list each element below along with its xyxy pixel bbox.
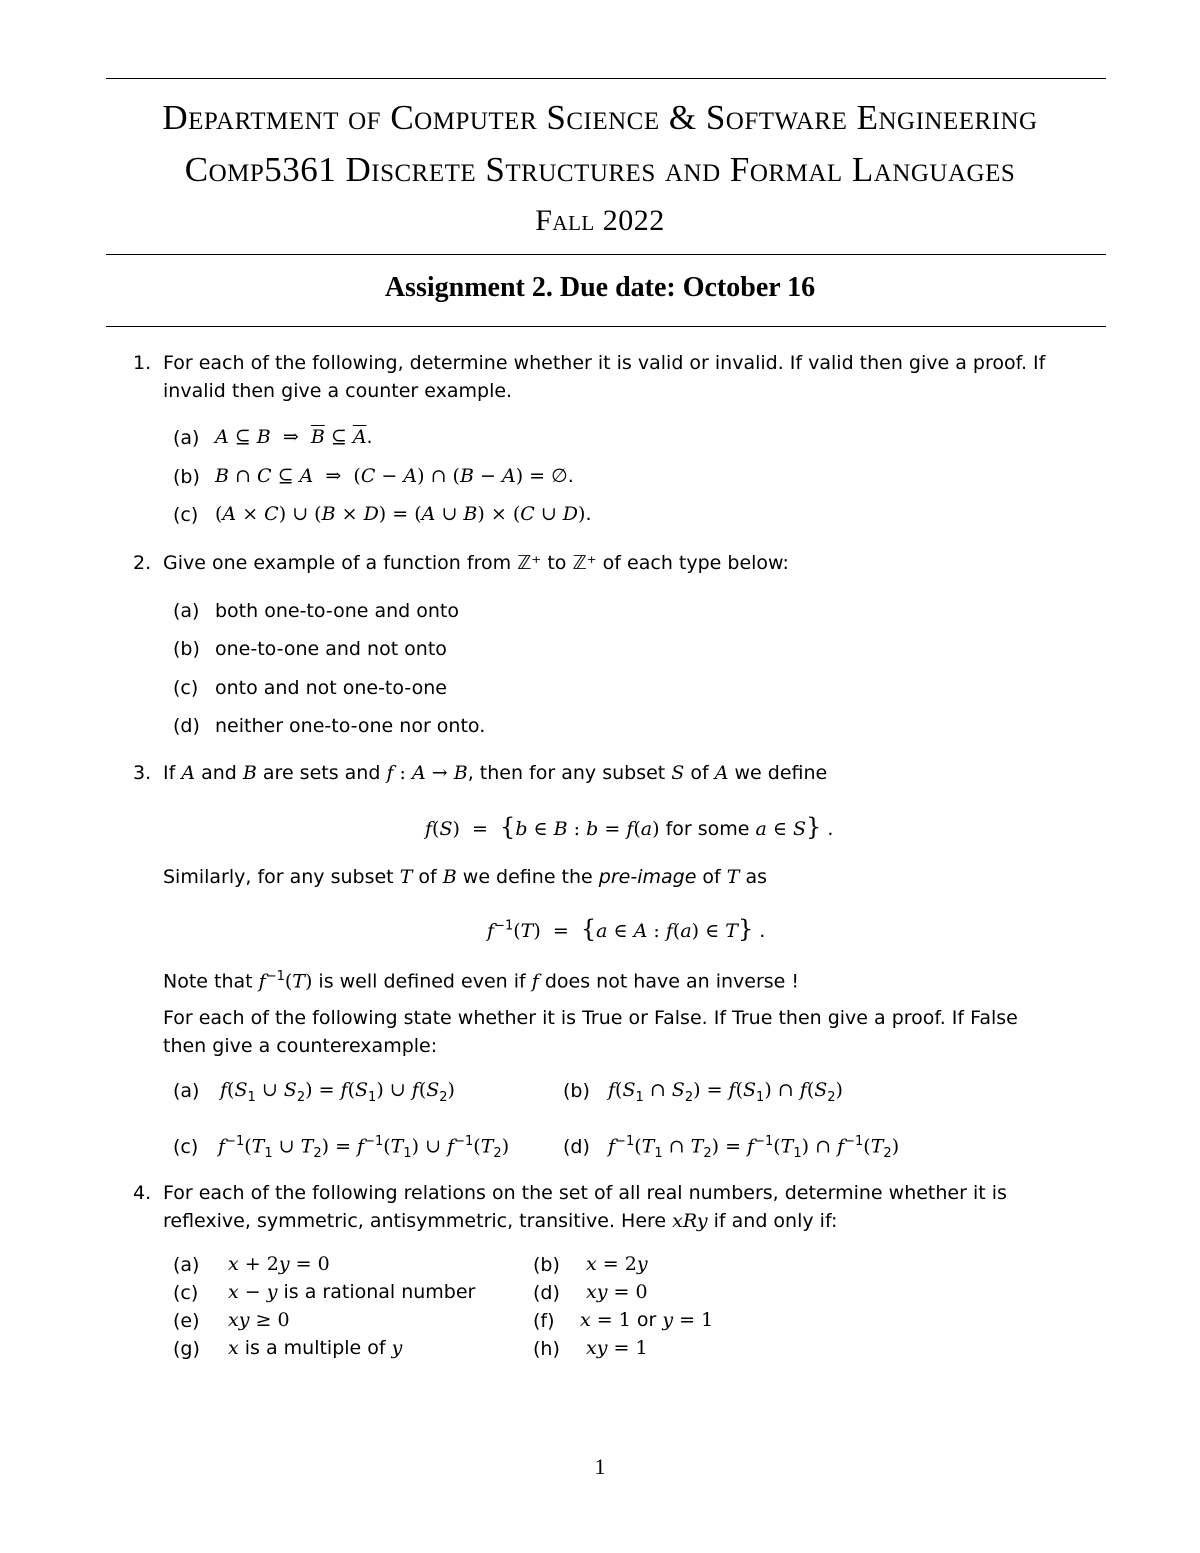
q4-text-line1: For each of the following relations on the set of all real numbers, determine whether it is	[163, 1182, 1007, 1204]
page-number: 1	[594, 1454, 606, 1479]
q4d-relation: xy = 0	[586, 1281, 648, 1303]
q2b-text: one-to-one and not onto	[215, 638, 447, 660]
q4h-label: (h)	[533, 1338, 560, 1360]
q3-note: Note that $f^{-1}(T)$ is well defined even if f does not have an inverse !	[163, 969, 799, 993]
image-definition: f(S) = {b ∈ B : b = f(a) for some a ∈ S} .	[425, 813, 834, 841]
preimage-definition: $f^{-1}(T) = \{a$ ∈ A : f(a) ∈ T} .	[487, 915, 766, 943]
q3a-label: (a)	[173, 1080, 200, 1102]
q3c-label: (c)	[173, 1136, 199, 1158]
q4c-label: (c)	[173, 1282, 199, 1304]
q3b-label: (b)	[563, 1080, 590, 1102]
q2a-text: both one-to-one and onto	[215, 600, 459, 622]
q3d-label: (d)	[563, 1136, 590, 1158]
q2-intro: Give one example of a function from ℤ⁺ to ℤ⁺ of each type below:	[163, 552, 789, 574]
q1c-formula: (A × C) ∪ (B × D) = (A ∪ B) × (C ∪ D).	[215, 503, 592, 525]
q2b-label: (b)	[173, 638, 200, 660]
q4f-relation: x = 1 or y = 1	[580, 1309, 714, 1331]
q1a-label: (a)	[173, 427, 200, 449]
assignment-rule	[106, 326, 1106, 327]
q3-instructions-line1: For each of the following state whether it is True or False. If True then give a proof. If False	[163, 1007, 1018, 1029]
q4a-label: (a)	[173, 1254, 200, 1276]
q1-text-line1: For each of the following, determine whether it is valid or invalid. If valid then give a proof. If	[163, 352, 1046, 374]
q4-number: 4.	[133, 1182, 152, 1204]
q2d-text: neither one-to-one nor onto.	[215, 715, 486, 737]
q4f-label: (f)	[533, 1310, 555, 1332]
q4-text-line2-end: if and only if:	[713, 1210, 838, 1232]
q4c-relation: x − y is a rational number	[228, 1281, 476, 1303]
q3-instructions-line2: then give a counterexample:	[163, 1035, 438, 1057]
q1b-label: (b)	[173, 466, 200, 488]
q4g-relation: x is a multiple of y	[228, 1337, 403, 1359]
q4g-label: (g)	[173, 1338, 200, 1360]
q3c-formula: $f^{-1}(T_1$ ∪ $T_2) = f^{-1}(T_1)$ ∪ $f^{-1}(T_2)$	[218, 1134, 510, 1162]
q1c-label: (c)	[173, 504, 199, 526]
q3-number: 3.	[133, 762, 152, 784]
q4b-relation: x = 2y	[586, 1253, 648, 1275]
q4e-relation: xy ≥ 0	[228, 1309, 290, 1331]
q1-number: 1.	[133, 352, 152, 374]
q4a-relation: x + 2y = 0	[228, 1253, 330, 1275]
q2c-text: onto and not one-to-one	[215, 677, 447, 699]
q3a-formula: $f(S_1$ ∪ $S_2) = f(S_1)$ ∪ $f(S_2)$	[220, 1079, 455, 1105]
q1-text-line2: invalid then give a counter example.	[163, 380, 513, 402]
q4e-label: (e)	[173, 1310, 200, 1332]
q4h-relation: xy = 1	[586, 1337, 648, 1359]
q4-text-line2: reflexive, symmetric, antisymmetric, transitive. Here xRy if and only if:	[163, 1210, 838, 1232]
preimage-intro: Similarly, for any subset T of B we define the pre-image of T as	[163, 866, 768, 888]
q4-text-line2-start: reflexive, symmetric, antisymmetric, transitive. Here	[163, 1210, 667, 1232]
department-title: Department of Computer Science & Software Engineering	[162, 98, 1038, 137]
q3d-formula: $f^{-1}(T_1$ ∩ $T_2) = f^{-1}(T_1)$ ∩ $f^{-1}(T_2)$	[608, 1134, 900, 1162]
header-rule	[106, 254, 1106, 255]
course-title: Comp5361 Discrete Structures and Formal Languages	[184, 150, 1016, 189]
term-title: Fall 2022	[535, 204, 665, 237]
q2-number: 2.	[133, 552, 152, 574]
q2c-label: (c)	[173, 677, 199, 699]
q3-intro: If A and B are sets and f : A → B, then for any subset S of A we define	[163, 762, 828, 784]
q1a-formula: A ⊆ B ⇒ $\overline{B}$ ⊆ $\overline{A}$.	[215, 426, 373, 448]
top-rule	[106, 78, 1106, 79]
q2a-label: (a)	[173, 600, 200, 622]
q4b-label: (b)	[533, 1254, 560, 1276]
assignment-title: Assignment 2. Due date: October 16	[384, 272, 816, 303]
q4d-label: (d)	[533, 1282, 560, 1304]
q2d-label: (d)	[173, 715, 200, 737]
q3b-formula: $f(S_1$ ∩ $S_2) = f(S_1)$ ∩ $f(S_2)$	[608, 1079, 843, 1105]
q1b-formula: B ∩ C ⊆ A ⇒ (C − A) ∩ (B − A) = ∅.	[215, 465, 574, 487]
